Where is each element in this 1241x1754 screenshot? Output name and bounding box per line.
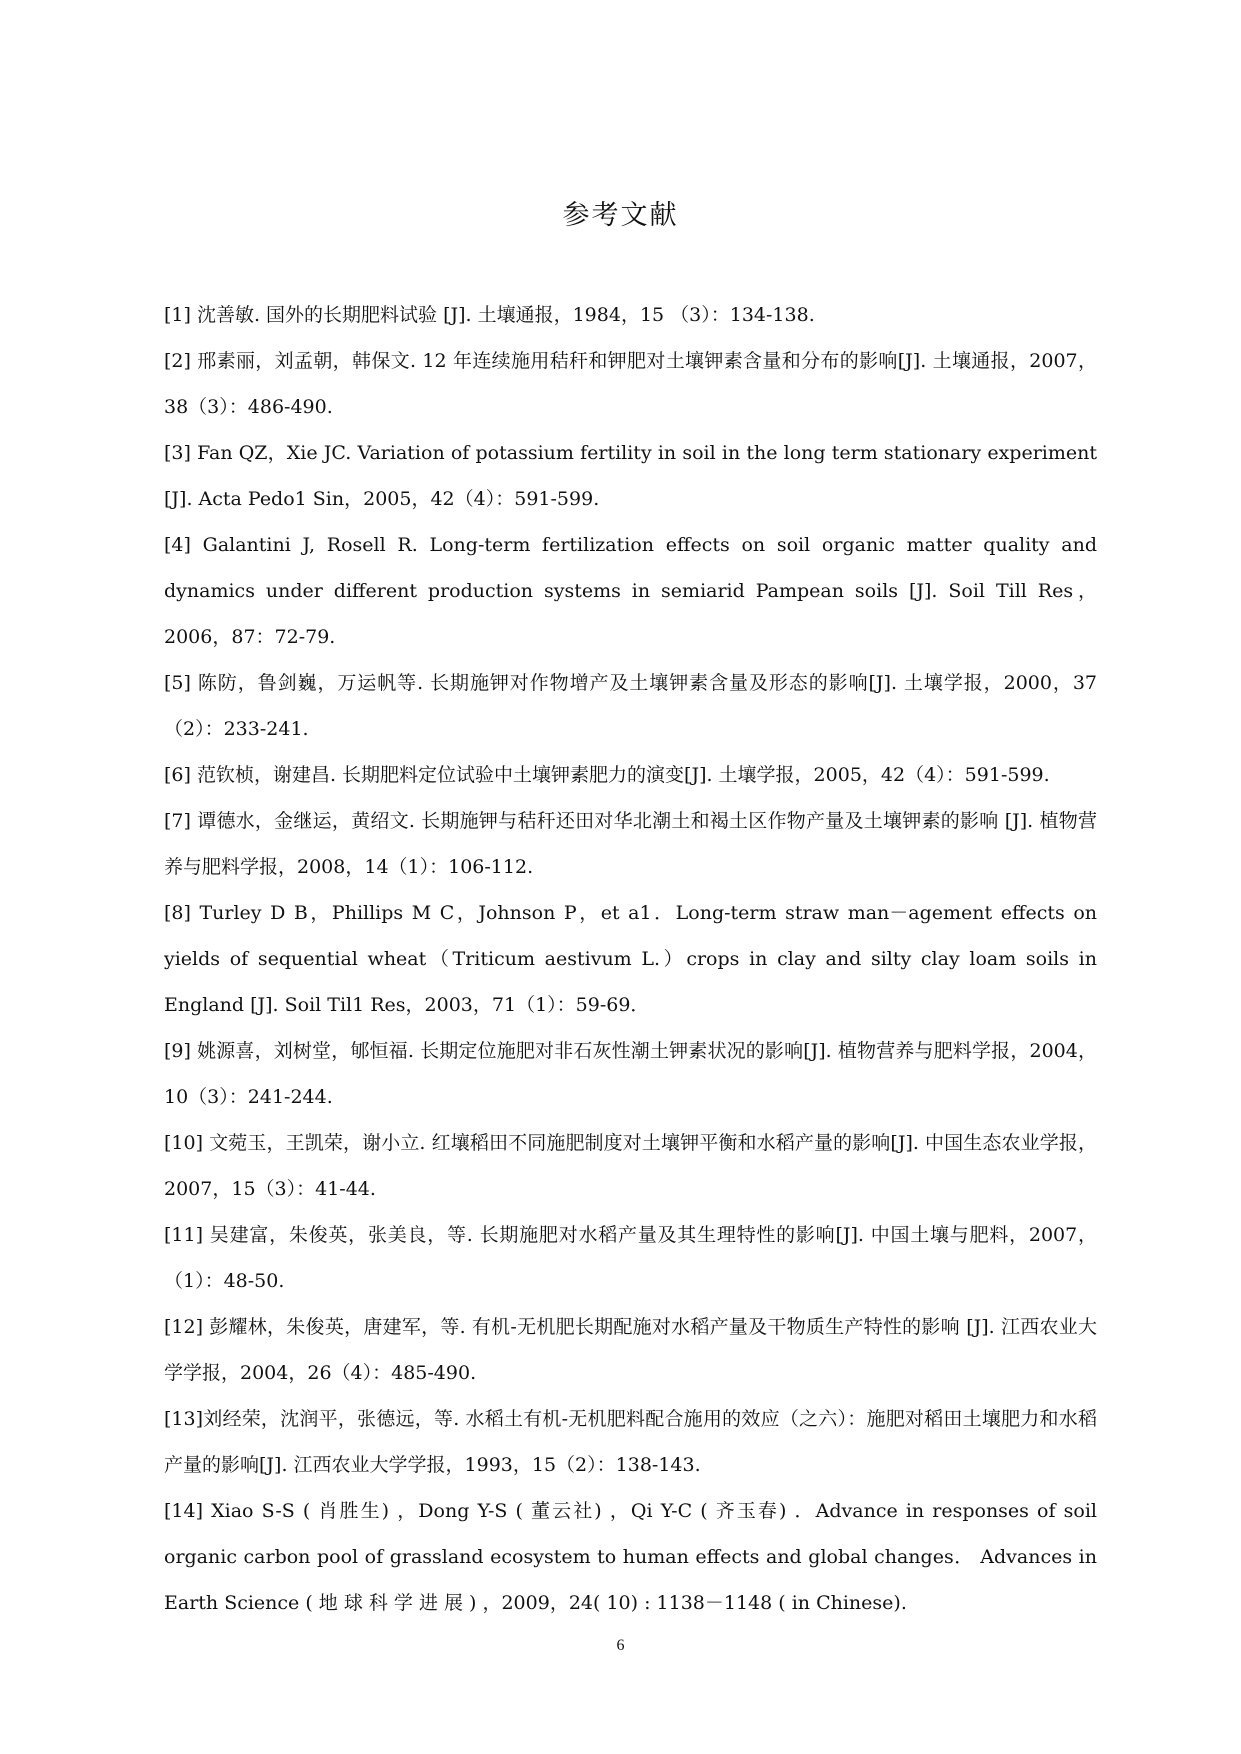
reference-item: [5] 陈防，鲁剑巍，万运帆等. 长期施钾对作物增产及土壤钾素含量及形态的影响[J]. 土壤学报，2000，37（2）：233-241. bbox=[164, 672, 1097, 740]
reference-item: [12] 彭耀林，朱俊英，唐建军，等. 有机-无机肥长期配施对水稻产量及干物质生产特性的影响 [J]. 江西农业大学学报，2004，26（4）：485-490. bbox=[164, 1316, 1097, 1384]
reference-item: [11] 吴建富，朱俊英，张美良，等. 长期施肥对水稻产量及其生理特性的影响[J]. 中国土壤与肥料，2007，（1）：48-50. bbox=[164, 1224, 1097, 1292]
reference-list bbox=[164, 292, 1097, 1626]
page-number: 6 bbox=[616, 1637, 625, 1654]
reference-item: [8] Turley D B，Phillips M C，Johnson P，et a1．Long-term straw man－agement effects on yields of sequential wheat（Triticum aestivum L.）crops in clay and silty clay loam soils in England [J]. Soil Til1 Res，2003，71（1）：59-69． bbox=[164, 902, 1097, 1016]
reference-item: [7] 谭德水，金继运，黄绍文. 长期施钾与秸秆还田对华北潮土和褐土区作物产量及土壤钾素的影响 [J]. 植物营养与肥料学报，2008，14（1）：106-112. bbox=[164, 810, 1097, 878]
reference-item: [4] Galantini J, Rosell R. Long-term fertilization effects on soil organic matter quality and dynamics under different production systems in semiarid Pampean soils [J]. Soil Till Res，2006，87：72-79. bbox=[164, 534, 1097, 648]
reference-item: [14] Xiao S-S ( 肖胜生) ，Dong Y-S ( 董云社) ，Qi Y-C ( 齐玉春) ．Advance in responses of soil organic carbon pool of grassland ecosystem to human effects and global changes． Advances in Earth Science ( 地 球 科 学 进 展 ) ，2009，24( 10) : 1138－1148 ( in Chinese). bbox=[164, 1500, 1097, 1614]
reference-item: [2] 邢素丽，刘孟朝，韩保文. 12 年连续施用秸秆和钾肥对土壤钾素含量和分布的影响[J]. 土壤通报，2007，38（3）：486-490. bbox=[164, 350, 1097, 418]
reference-item: [10] 文菀玉，王凯荣，谢小立. 红壤稻田不同施肥制度对土壤钾平衡和水稻产量的影响[J]. 中国生态农业学报，2007，15（3）：41-44. bbox=[164, 1132, 1097, 1200]
reference-item: [3] Fan QZ，Xie JC. Variation of potassium fertility in soil in the long term stationary experiment [J]. Acta Pedo1 Sin，2005，42（4）：591-599. bbox=[164, 442, 1097, 510]
page-title: 参考文献 bbox=[562, 200, 679, 231]
reference-item: [6] 范钦桢，谢建昌. 长期肥料定位试验中土壤钾素肥力的演变[J]. 土壤学报，2005，42（4）：591-599. bbox=[164, 764, 1050, 786]
reference-item: [9] 姚源喜，刘树堂，郇恒福. 长期定位施肥对非石灰性潮土钾素状况的影响[J]. 植物营养与肥料学报，2004，10（3）：241-244. bbox=[164, 1040, 1097, 1108]
reference-item: [1] 沈善敏. 国外的长期肥料试验 [J]. 土壤通报，1984，15 （3）：134-138. bbox=[164, 304, 815, 326]
reference-item: [13]刘经荣，沈润平，张德远，等. 水稻土有机-无机肥料配合施用的效应（之六）：施肥对稻田土壤肥力和水稻产量的影响[J]. 江西农业大学学报，1993，15（2）：138-143. bbox=[164, 1408, 1097, 1476]
